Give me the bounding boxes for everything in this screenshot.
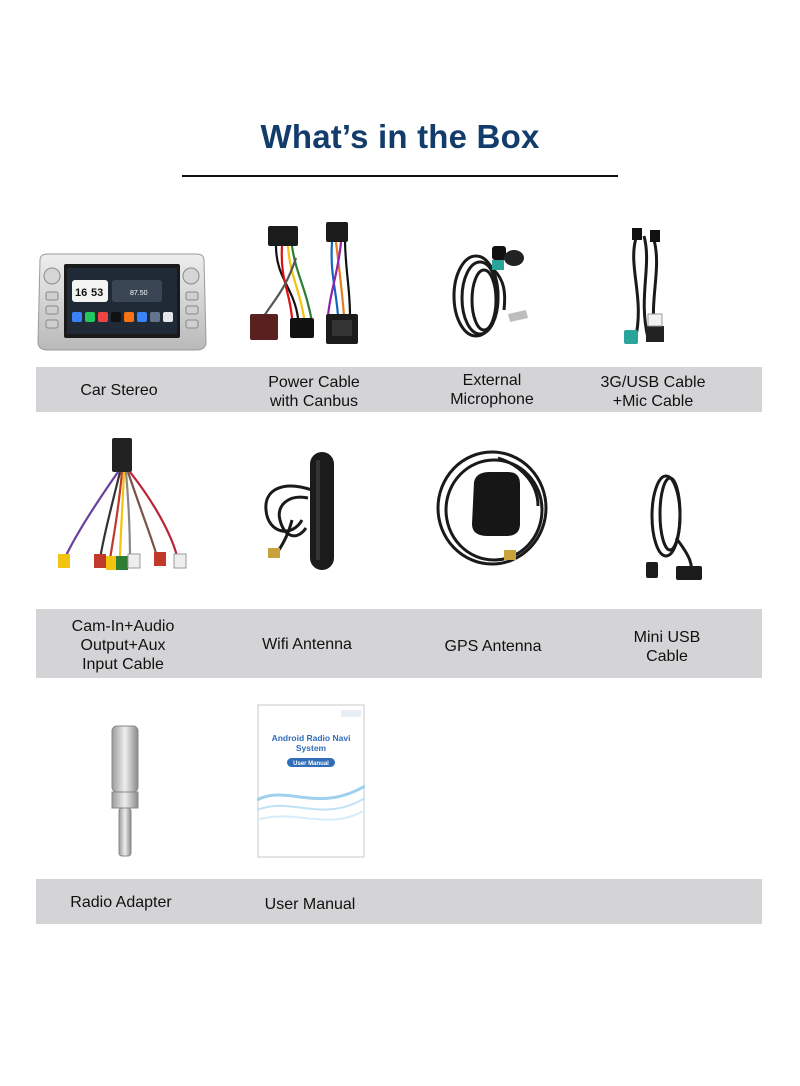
radio-adapter-image — [104, 722, 144, 860]
item-label-gps-antenna: GPS Antenna — [444, 638, 542, 655]
car-stereo-image — [36, 252, 208, 352]
wifi-antenna-image — [262, 450, 346, 576]
item-label-external-microphone: External Microphone — [450, 372, 534, 408]
svg-text:User Manual: User Manual — [293, 761, 329, 767]
item-label-user-manual: User Manual — [264, 896, 356, 913]
item-label-usb-mic-cable: 3G/USB Cable +Mic Cable — [600, 374, 706, 410]
item-label-wifi-antenna: Wifi Antenna — [262, 636, 352, 653]
title-divider — [182, 175, 618, 177]
mini-usb-cable-image — [640, 458, 706, 586]
svg-text:53: 53 — [91, 287, 104, 299]
rca-cable-image — [50, 432, 196, 584]
svg-text:87.50: 87.50 — [130, 290, 148, 297]
item-label-rca-cable: Cam-In+Audio Output+Aux Input Cable — [71, 618, 175, 673]
gps-antenna-image — [434, 446, 552, 574]
svg-text:System: System — [295, 743, 327, 753]
microphone-image — [448, 240, 532, 352]
svg-text:16: 16 — [75, 287, 88, 299]
item-label-radio-adapter: Radio Adapter — [70, 894, 172, 911]
usb-mic-cable-image — [618, 226, 680, 350]
item-label-car-stereo: Car Stereo — [80, 382, 158, 399]
item-label-mini-usb-cable: Mini USB Cable — [633, 629, 701, 665]
power-cable-image — [246, 218, 368, 352]
user-manual-image — [257, 704, 365, 858]
svg-text:Android Radio Navi: Android Radio Navi — [271, 733, 351, 743]
page-title: What’s in the Box — [260, 118, 540, 155]
item-label-power-cable: Power Cable with Canbus — [268, 374, 360, 410]
